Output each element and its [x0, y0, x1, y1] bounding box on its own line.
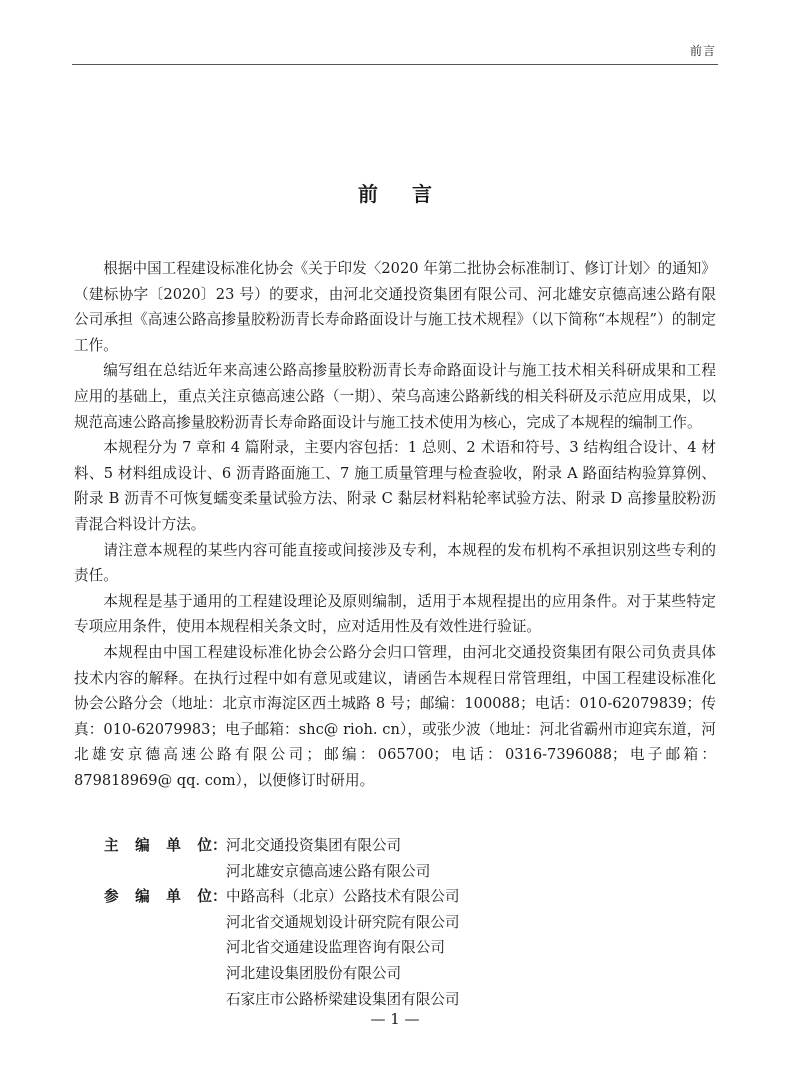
- organization-name: 中路高科（北京）公路技术有限公司: [226, 888, 460, 906]
- chief-editor-list: [226, 833, 430, 884]
- chief-editor-units: [104, 833, 460, 884]
- paragraph: 编写组在总结近年来高速公路高掺量胶粉沥青长寿命路面设计与施工技术相关科研成果和工程应用的基础上，重点关注京德高速公路（一期）、荣乌高速公路新线的相关科研及示范应用成果，以规范高速公路高掺量胶粉沥青长寿命路面设计与施工技术使用为核心，完成了本规程的编制工作。: [74, 362, 716, 431]
- page-title: 前言: [358, 182, 466, 206]
- chief-editor-label: 主编单位：: [104, 837, 227, 854]
- running-header: [72, 40, 718, 65]
- organizations-block: [104, 833, 460, 1012]
- participating-list: [226, 884, 460, 1012]
- participating-units: [104, 884, 460, 1012]
- running-title: 前言: [689, 44, 716, 58]
- organization-name: 河北省交通规划设计研究院有限公司: [226, 913, 460, 931]
- organization-name: 石家庄市公路桥梁建设集团有限公司: [226, 990, 460, 1008]
- paragraph: 本规程由中国工程建设标准化协会公路分会归口管理，由河北交通投资集团有限公司负责具体技术内容的解释。在执行过程中如有意见或建议，请函告本规程日常管理组，中国工程建设标准化协会公路分会（地址：北京市海淀区西土城路 8 号；邮编：100088；电话：010-62079839；传真：010-62079983；电子邮箱：shc@ rioh. cn），或张少波（地址：河北省霸州市迎宾东道，河北雄安京德高速公路有限公司；邮编：065700；电话：0316-7396088；电子邮箱：879818969@ qq. com），以便修订时研用。: [74, 643, 716, 789]
- organization-name: 河北交通投资集团有限公司: [226, 837, 402, 854]
- organization-name: 河北雄安京德高速公路有限公司: [226, 862, 431, 880]
- organization-name: 河北省交通建设监理咨询有限公司: [226, 939, 445, 957]
- preface-body: [74, 256, 716, 793]
- paragraph: 本规程是基于通用的工程建设理论及原则编制，适用于本规程提出的应用条件。对于某些特定专项应用条件，使用本规程相关条文时，应对适用性及有效性进行验证。: [74, 592, 716, 636]
- paragraph: 本规程分为 7 章和 4 篇附录，主要内容包括：1 总则、2 术语和符号、3 结构组合设计、4 材料、5 材料组成设计、6 沥青路面施工、7 施工质量管理与检查验收，附录 A 路面结构验算算例、附录 B 沥青不可恢复蠕变柔量试验方法、附录 C 黏层材料粘轮率试验方法、附录 D 高掺量胶粉沥青混合料设计方法。: [74, 439, 716, 533]
- paragraph: 根据中国工程建设标准化协会《关于印发〈2020 年第二批协会标准制订、修订计划〉的通知》（建标协字〔2020〕23 号）的要求，由河北交通投资集团有限公司、河北雄安京德高速公路有限公司承担《高速公路高掺量胶粉沥青长寿命路面设计与施工技术规程》（以下简称“本规程”）的制定工作。: [74, 260, 716, 354]
- participating-label: 参编单位：: [104, 888, 227, 906]
- page-number: — 1 —: [370, 1010, 420, 1028]
- organization-name: 河北建设集团股份有限公司: [226, 964, 402, 982]
- paragraph: 请注意本规程的某些内容可能直接或间接涉及专利，本规程的发布机构不承担识别这些专利的责任。: [74, 541, 716, 585]
